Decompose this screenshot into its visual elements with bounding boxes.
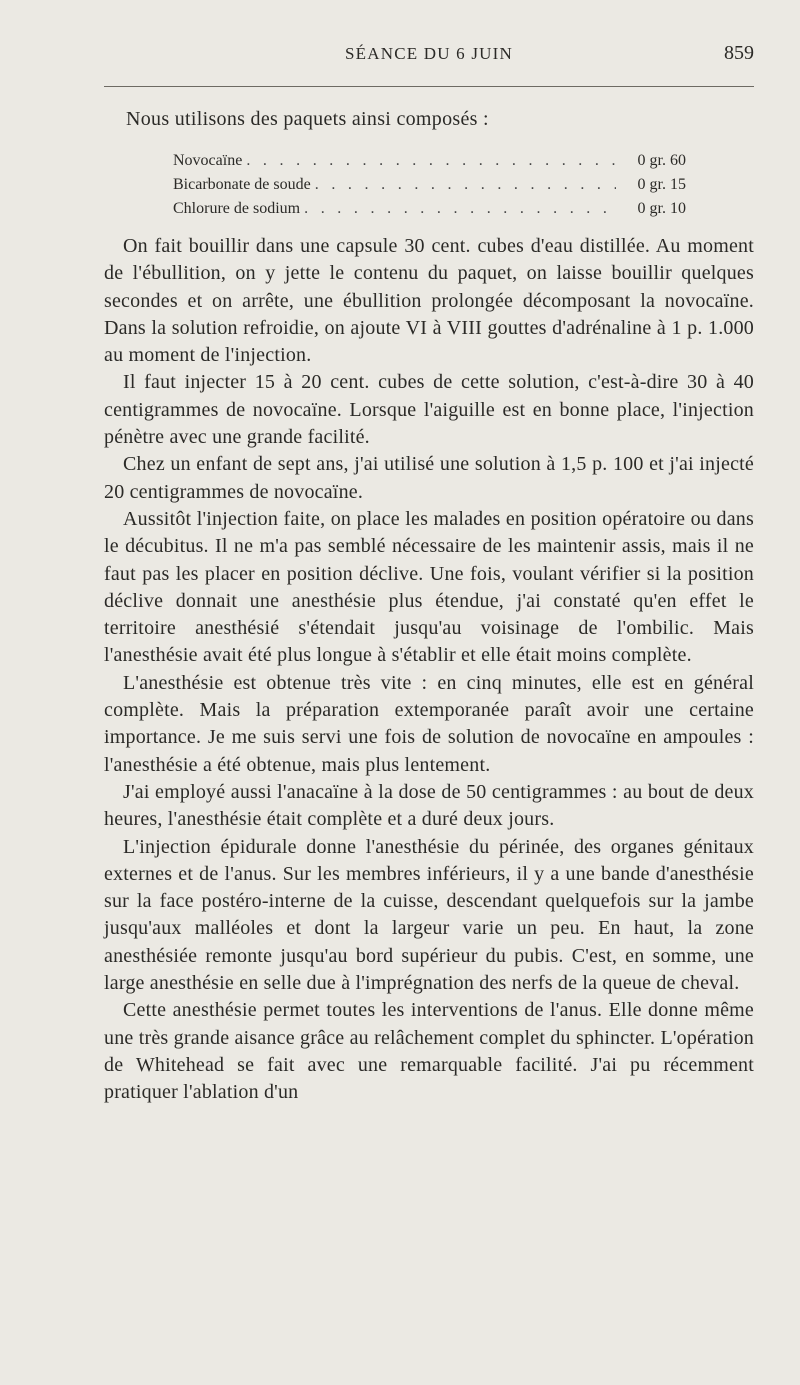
dot-leader (242, 152, 616, 170)
recipe-ingredient: Bicarbonate de soude (173, 176, 311, 193)
recipe-row (173, 152, 686, 176)
paragraph: J'ai employé aussi l'anacaïne à la dose de 50 centigrammes : au bout de deux heures, l'anesthésie était complète et a duré deux jours. (104, 780, 754, 831)
intro-line: Nous utilisons des paquets ainsi composés : (126, 108, 489, 130)
page-number: 859 (724, 42, 754, 64)
recipe-row (173, 200, 686, 224)
recipe-ingredient: Chlorure de sodium (173, 200, 301, 217)
recipe-quantity: 0 gr. 60 (637, 152, 686, 169)
paragraph: L'injection épidurale donne l'anesthésie du périnée, des organes génitaux externes et de l'anus. Sur les membres inférieurs, il y a une bande d'anesthésie sur la face postéro-interne de la cuisse, descendant quelquefois sur la jambe jusqu'aux malléoles et dont la largeur varie un peu. En haut, la zone anesthésiée remonte jusqu'au bord supérieur du pubis. C'est, en somme, une large anesthésie en selle due à l'imprégnation des nerfs de la queue de cheval. (104, 835, 754, 995)
paragraph: L'anesthésie est obtenue très vite : en cinq minutes, elle est en général complète. Mais la préparation extemporanée paraît avoir une certaine importance. Je me suis servi une fois de solution de novocaïne en ampoules : l'anesthésie a été obtenue, mais plus lentement. (104, 671, 754, 776)
recipe-quantity: 0 gr. 15 (637, 176, 686, 193)
paragraph: Il faut injecter 15 à 20 cent. cubes de cette solution, c'est-à-dire 30 à 40 centigrammes de novocaïne. Lorsque l'aiguille est en bonne place, l'injection pénètre avec une grande facilité. (104, 371, 754, 449)
dot-leader (311, 176, 616, 194)
recipe-row (173, 176, 686, 200)
dot-leader (300, 200, 616, 218)
recipe-ingredient: Novocaïne (173, 152, 243, 169)
paragraph: Aussitôt l'injection faite, on place les malades en position opératoire ou dans le décubitus. Il ne m'a pas semblé nécessaire de les maintenir assis, mais il ne faut pas les placer en position déclive. Une fois, voulant vérifier si la position déclive donnait une anesthésie plus étendue, j'ai constaté qu'en effet le territoire anesthésié s'étendait jusqu'au voisinage de l'ombilic. Mais l'anesthésie avait été plus longue à s'établir et elle était moins complète. (104, 507, 754, 667)
page-header (104, 44, 754, 74)
recipe-list (173, 152, 686, 224)
recipe-quantity: 0 gr. 10 (637, 200, 686, 217)
paragraph: Chez un enfant de sept ans, j'ai utilisé une solution à 1,5 p. 100 et j'ai injecté 20 centigrammes de novocaïne. (104, 453, 754, 503)
running-title: SÉANCE DU 6 JUIN (345, 44, 513, 63)
paragraph: On fait bouillir dans une capsule 30 cent. cubes d'eau distillée. Au moment de l'ébullition, on y jette le contenu du paquet, on laisse bouillir quelques secondes et on arrête, une ébullition prolongée décomposant la novocaïne. Dans la solution refroidie, on ajoute VI à VIII gouttes d'adrénaline à 1 p. 1.000 au moment de l'injection. (104, 235, 754, 367)
paragraph: Cette anesthésie permet toutes les interventions de l'anus. Elle donne même une très grande aisance grâce au relâchement complet du sphincter. L'opération de Whitehead se fait avec une remarquable facilité. J'ai pu récemment pratiquer l'ablation d'un (104, 999, 754, 1104)
header-rule (104, 86, 754, 87)
body-text (104, 233, 754, 1107)
